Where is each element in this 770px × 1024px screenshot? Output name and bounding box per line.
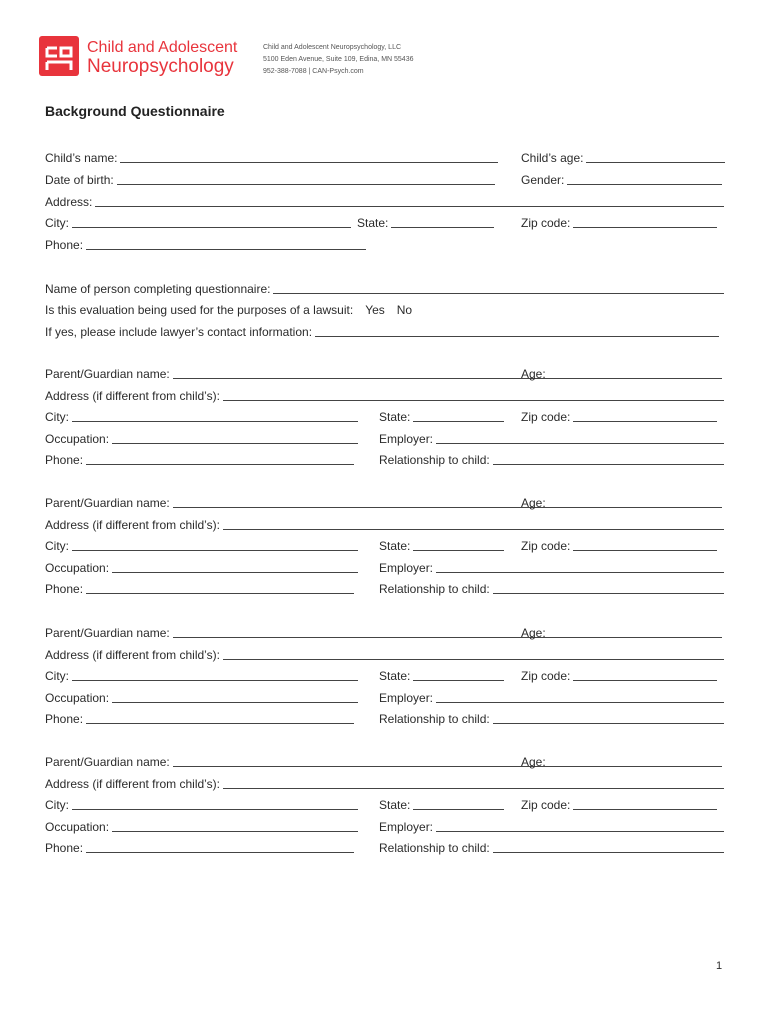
guardian-2-city-blank[interactable] <box>72 538 358 551</box>
guardian-2-row-4 <box>0 555 770 576</box>
lawyer-info-label: If yes, please include lawyer’s contact information: <box>45 325 313 339</box>
lawyer-info-field[interactable] <box>45 319 719 340</box>
guardian-4-zip-blank[interactable] <box>573 797 717 810</box>
guardian-2-row-5 <box>0 576 770 597</box>
guardian-2-address-field[interactable] <box>45 512 724 533</box>
guardian-2-phone-field[interactable] <box>45 576 354 597</box>
child-row-2 <box>0 167 770 188</box>
guardian-2-name-field[interactable] <box>45 490 549 511</box>
completer-name-field[interactable] <box>45 276 724 297</box>
brand-line-2: Neuropsychology <box>87 56 234 77</box>
guardian-1-row-1 <box>0 361 770 382</box>
guardian-4-row-5 <box>0 835 770 856</box>
guardian-1-employer-field[interactable] <box>379 426 724 447</box>
guardian-1-phone-blank[interactable] <box>86 452 354 465</box>
guardian-2-phone-blank[interactable] <box>86 581 354 594</box>
guardian-2-row-1 <box>0 490 770 511</box>
guardian-4-zip-label: Zip code: <box>521 798 571 813</box>
guardian-3-age-field[interactable] <box>521 620 722 641</box>
lawyer-info-blank[interactable] <box>315 324 719 337</box>
guardian-4-row-2 <box>0 771 770 792</box>
guardian-1-phone-label: Phone: <box>45 453 84 468</box>
guardian-3-name-blank[interactable] <box>173 625 549 638</box>
child-row-5 <box>0 232 770 253</box>
guardian-3-city-label: City: <box>45 669 69 684</box>
dob-label: Date of birth: <box>45 173 114 187</box>
guardian-3-phone-label: Phone: <box>45 712 84 727</box>
guardian-3-name-field[interactable] <box>45 620 549 641</box>
guardian-3-row-3 <box>0 663 770 684</box>
completer-name-blank[interactable] <box>273 281 724 294</box>
guardian-4-address-blank[interactable] <box>223 776 724 789</box>
guardian-4-row-1 <box>0 749 770 770</box>
guardian-1-state-blank[interactable] <box>413 409 504 422</box>
guardian-3-phone-field[interactable] <box>45 706 354 727</box>
guardian-4-address-field[interactable] <box>45 771 724 792</box>
guardian-3-relationship-blank[interactable] <box>493 711 724 724</box>
guardian-4-occupation-field[interactable] <box>45 814 358 835</box>
child-zip-blank[interactable] <box>573 215 717 228</box>
contact-name: Child and Adolescent Neuropsychology, LLC <box>263 44 402 51</box>
guardian-1-address-label: Address (if different from child’s): <box>45 388 220 403</box>
guardian-3-employer-field[interactable] <box>379 685 724 706</box>
child-age-label: Child’s age: <box>521 151 584 165</box>
guardian-4-employer-blank[interactable] <box>436 819 724 832</box>
guardian-3-state-blank[interactable] <box>413 668 504 681</box>
guardian-2-occupation-field[interactable] <box>45 555 358 576</box>
guardian-2-age-label: Age: <box>521 496 546 510</box>
page-title: Background Questionnaire <box>45 103 225 119</box>
guardian-1-state-field[interactable] <box>379 404 504 425</box>
guardian-1-row-4 <box>0 426 770 447</box>
child-row-3 <box>0 189 770 210</box>
gender-blank[interactable] <box>567 172 722 185</box>
child-name-blank[interactable] <box>120 150 498 163</box>
contact-address: 5100 Eden Avenue, Suite 109, Edina, MN 55436 <box>263 56 414 63</box>
guardian-2-row-2 <box>0 512 770 533</box>
guardian-1-city-blank[interactable] <box>72 409 358 422</box>
guardian-1-city-field[interactable] <box>45 404 358 425</box>
guardian-1-city-label: City: <box>45 410 69 425</box>
guardian-2-name-label: Parent/Guardian name: <box>45 496 170 510</box>
guardian-2-occupation-label: Occupation: <box>45 560 110 575</box>
guardian-1-age-field[interactable] <box>521 361 722 382</box>
guardian-4-address-label: Address (if different from child’s): <box>45 776 220 791</box>
child-state-blank[interactable] <box>391 215 494 228</box>
child-state-field[interactable] <box>357 210 494 231</box>
guardian-3-occupation-blank[interactable] <box>112 690 358 703</box>
guardian-4-zip-field[interactable] <box>521 792 717 813</box>
guardian-4-employer-field[interactable] <box>379 814 724 835</box>
child-row-1 <box>0 145 770 166</box>
guardian-4-age-blank[interactable] <box>549 754 722 767</box>
guardian-2-city-label: City: <box>45 539 69 554</box>
guardian-1-zip-blank[interactable] <box>573 409 717 422</box>
guardian-3-row-2 <box>0 642 770 663</box>
guardian-1-relationship-field[interactable] <box>379 447 724 468</box>
guardian-1-employer-label: Employer: <box>379 431 434 446</box>
lawsuit-question-text: Is this evaluation being used for the purposes of a lawsuit: <box>45 303 354 317</box>
lawsuit-yes-option[interactable]: Yes <box>365 303 385 317</box>
guardian-3-row-4 <box>0 685 770 706</box>
can-logo-icon <box>39 36 79 76</box>
guardian-2-zip-field[interactable] <box>521 533 717 554</box>
guardian-4-age-label: Age: <box>521 755 546 769</box>
guardian-4-name-blank[interactable] <box>173 754 549 767</box>
child-city-blank[interactable] <box>72 215 351 228</box>
guardian-4-state-field[interactable] <box>379 792 504 813</box>
child-state-label: State: <box>357 216 389 230</box>
guardian-2-phone-label: Phone: <box>45 582 84 597</box>
guardian-4-age-field[interactable] <box>521 749 722 770</box>
guardian-3-occupation-label: Occupation: <box>45 690 110 705</box>
lawsuit-question <box>45 297 424 318</box>
guardian-1-row-2 <box>0 383 770 404</box>
guardian-3-row-5 <box>0 706 770 727</box>
contact-phone-web: 952-388-7088 | CAN-Psych.com <box>263 68 364 75</box>
guardian-4-occupation-blank[interactable] <box>112 819 358 832</box>
guardian-1-name-field[interactable] <box>45 361 549 382</box>
guardian-3-address-blank[interactable] <box>223 647 724 660</box>
guardian-3-city-blank[interactable] <box>72 668 358 681</box>
gender-field[interactable] <box>521 167 722 188</box>
guardian-3-name-label: Parent/Guardian name: <box>45 626 170 640</box>
guardian-2-state-field[interactable] <box>379 533 504 554</box>
child-zip-label: Zip code: <box>521 216 571 230</box>
guardian-2-relationship-field[interactable] <box>379 576 724 597</box>
guardian-4-phone-label: Phone: <box>45 841 84 856</box>
page-number: 1 <box>716 960 723 972</box>
lawsuit-no-option[interactable]: No <box>396 303 413 317</box>
guardian-4-city-blank[interactable] <box>72 797 358 810</box>
guardian-4-relationship-blank[interactable] <box>493 840 724 853</box>
guardian-3-relationship-label: Relationship to child: <box>379 712 490 727</box>
guardian-2-address-label: Address (if different from child’s): <box>45 517 220 532</box>
guardian-1-relationship-label: Relationship to child: <box>379 453 490 468</box>
child-phone-blank[interactable] <box>86 237 366 250</box>
child-age-blank[interactable] <box>586 150 725 163</box>
guardian-3-city-field[interactable] <box>45 663 358 684</box>
guardian-1-relationship-blank[interactable] <box>493 452 724 465</box>
guardian-1-zip-field[interactable] <box>521 404 717 425</box>
dob-blank[interactable] <box>117 172 495 185</box>
guardian-3-zip-field[interactable] <box>521 663 717 684</box>
guardian-4-state-label: State: <box>379 798 411 813</box>
brand-name <box>87 39 237 77</box>
child-address-field[interactable] <box>45 189 724 210</box>
guardian-1-name-blank[interactable] <box>173 366 549 379</box>
child-row-4 <box>0 210 770 231</box>
guardian-2-relationship-label: Relationship to child: <box>379 582 490 597</box>
guardian-3-age-blank[interactable] <box>549 625 722 638</box>
guardian-4-row-4 <box>0 814 770 835</box>
guardian-2-address-blank[interactable] <box>223 517 724 530</box>
guardian-3-relationship-field[interactable] <box>379 706 724 727</box>
guardian-1-employer-blank[interactable] <box>436 431 724 444</box>
completer-row-1 <box>0 276 770 297</box>
guardian-4-employer-label: Employer: <box>379 819 434 834</box>
guardian-1-address-blank[interactable] <box>223 388 724 401</box>
guardian-2-city-field[interactable] <box>45 533 358 554</box>
guardian-4-name-label: Parent/Guardian name: <box>45 755 170 769</box>
child-name-label: Child’s name: <box>45 151 118 165</box>
guardian-2-age-field[interactable] <box>521 490 722 511</box>
guardian-1-phone-field[interactable] <box>45 447 354 468</box>
guardian-1-age-label: Age: <box>521 367 546 381</box>
guardian-3-state-label: State: <box>379 669 411 684</box>
guardian-1-name-label: Parent/Guardian name: <box>45 367 170 381</box>
guardian-2-occupation-blank[interactable] <box>112 560 358 573</box>
guardian-2-state-label: State: <box>379 539 411 554</box>
guardian-4-state-blank[interactable] <box>413 797 504 810</box>
guardian-2-employer-blank[interactable] <box>436 560 724 573</box>
child-city-field[interactable] <box>45 210 351 231</box>
guardian-1-occupation-blank[interactable] <box>112 431 358 444</box>
guardian-1-age-blank[interactable] <box>549 366 722 379</box>
guardian-4-relationship-label: Relationship to child: <box>379 841 490 856</box>
guardian-1-state-label: State: <box>379 410 411 425</box>
guardian-2-employer-field[interactable] <box>379 555 724 576</box>
guardian-4-phone-field[interactable] <box>45 835 354 856</box>
guardian-3-employer-label: Employer: <box>379 690 434 705</box>
guardian-2-zip-blank[interactable] <box>573 538 717 551</box>
child-name-field[interactable] <box>45 145 498 166</box>
guardian-2-state-blank[interactable] <box>413 538 504 551</box>
guardian-4-phone-blank[interactable] <box>86 840 354 853</box>
guardian-4-row-3 <box>0 792 770 813</box>
child-age-field[interactable] <box>521 145 725 166</box>
brand-line-1: Child and Adolescent <box>87 39 238 56</box>
guardian-2-row-3 <box>0 533 770 554</box>
guardian-1-occupation-label: Occupation: <box>45 431 110 446</box>
guardian-1-row-5 <box>0 447 770 468</box>
guardian-4-city-field[interactable] <box>45 792 358 813</box>
guardian-3-occupation-field[interactable] <box>45 685 358 706</box>
guardian-3-address-label: Address (if different from child’s): <box>45 647 220 662</box>
child-address-label: Address: <box>45 195 93 209</box>
guardian-2-age-blank[interactable] <box>549 495 722 508</box>
child-address-blank[interactable] <box>95 194 724 207</box>
guardian-3-age-label: Age: <box>521 626 546 640</box>
guardian-4-name-field[interactable] <box>45 749 549 770</box>
child-zip-field[interactable] <box>521 210 717 231</box>
completer-row-3 <box>0 319 770 340</box>
child-phone-field[interactable] <box>45 232 366 253</box>
guardian-1-address-field[interactable] <box>45 383 724 404</box>
guardian-2-name-blank[interactable] <box>173 495 549 508</box>
guardian-1-zip-label: Zip code: <box>521 410 571 425</box>
gender-label: Gender: <box>521 173 565 187</box>
guardian-1-row-3 <box>0 404 770 425</box>
guardian-3-state-field[interactable] <box>379 663 504 684</box>
completer-name-label: Name of person completing questionnaire: <box>45 282 271 296</box>
contact-block <box>263 42 414 78</box>
guardian-3-phone-blank[interactable] <box>86 711 354 724</box>
guardian-4-occupation-label: Occupation: <box>45 819 110 834</box>
guardian-4-relationship-field[interactable] <box>379 835 724 856</box>
guardian-3-employer-blank[interactable] <box>436 690 724 703</box>
guardian-2-employer-label: Employer: <box>379 560 434 575</box>
guardian-3-address-field[interactable] <box>45 642 724 663</box>
guardian-1-occupation-field[interactable] <box>45 426 358 447</box>
guardian-3-row-1 <box>0 620 770 641</box>
guardian-2-relationship-blank[interactable] <box>493 581 724 594</box>
completer-row-2 <box>0 297 770 318</box>
child-phone-label: Phone: <box>45 238 84 252</box>
dob-field[interactable] <box>45 167 495 188</box>
child-city-label: City: <box>45 216 69 230</box>
guardian-2-zip-label: Zip code: <box>521 539 571 554</box>
guardian-4-city-label: City: <box>45 798 69 813</box>
guardian-3-zip-label: Zip code: <box>521 669 571 684</box>
guardian-3-zip-blank[interactable] <box>573 668 717 681</box>
